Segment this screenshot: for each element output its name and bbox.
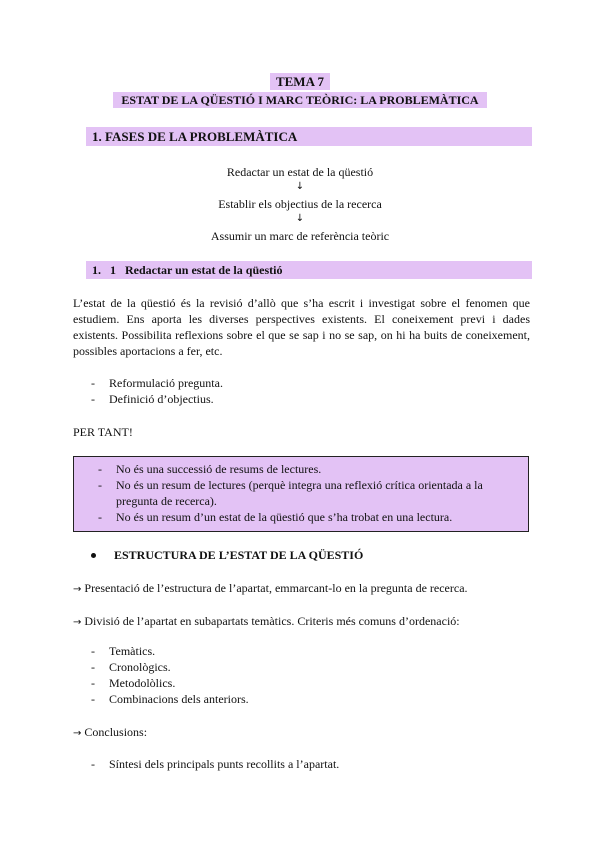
list-item: - No és un resum d’un estat de la qüestió que s’ha trobat en una lectura. [74,509,520,525]
page-subtitle: ESTAT DE LA QÜESTIÓ I MARC TEÒRIC: LA PROBLEMÀTICA [113,92,486,108]
list-item: - Combinacions dels anteriors. [73,691,523,707]
paragraph-divisio: → Divisió de l’apartat en subapartats temàtics. Criteris més comuns d’ordenació: [73,614,460,628]
right-arrow-icon: → [73,617,82,628]
bullet-icon [91,553,96,558]
section-heading-redactar: 1. 1 Redactar un estat de la qüestió [86,261,532,279]
right-arrow-icon: → [73,728,82,739]
page-title: TEMA 7 [270,73,330,90]
estructura-heading: ESTRUCTURA DE L’ESTAT DE LA QÜESTIÓ [91,547,363,563]
list-item: - No és una successió de resums de lectures. [74,461,520,477]
down-arrow-icon: ↓ [295,213,305,224]
paragraph-presentacio: → Presentació de l’estructura de l’apartat, emmarcant-lo en la pregunta de recerca. [73,581,468,595]
flow-step-2: Establir els objectius de la recerca [218,197,382,211]
list-item: - Síntesi dels principals punts recollits a l’apartat. [73,756,523,772]
flow-step-1: Redactar un estat de la qüestió [226,165,374,179]
paragraph-conclusions: → Conclusions: [73,725,148,739]
list-conclusions [73,756,523,772]
list-item: - Temàtics. [73,643,523,659]
down-arrow-icon: ↓ [295,181,305,192]
list-item: - No és un resum de lectures (perquè integra una reflexió crítica orientada a la pregunta de recerca). [74,477,520,509]
list-criteria [73,643,523,707]
list-objectives [73,375,523,407]
list-item: - Metodolòlics. [73,675,523,691]
flow-step-3: Assumir un marc de referència teòric [210,229,390,243]
per-tant-label: PER TANT! [73,425,133,439]
list-item: - Definició d’objectius. [73,391,523,407]
right-arrow-icon: → [73,584,82,595]
section-heading-fases: 1. FASES DE LA PROBLEMÀTICA [86,127,532,146]
callout-box [73,456,529,532]
list-item: - Cronològics. [73,659,523,675]
list-item: - Reformulació pregunta. [73,375,523,391]
paragraph-estat: L’estat de la qüestió és la revisió d’allò que s’ha escrit i investigat sobre el fenomen que estudiem. Ens aporta les diverses perspectives existents. El coneixement previ i dades existents. Possibilita reflexions sobre el que se sap i no se sap, on hi ha buits de coneixement, possibles aportacions a fer, etc. [73,296,530,358]
